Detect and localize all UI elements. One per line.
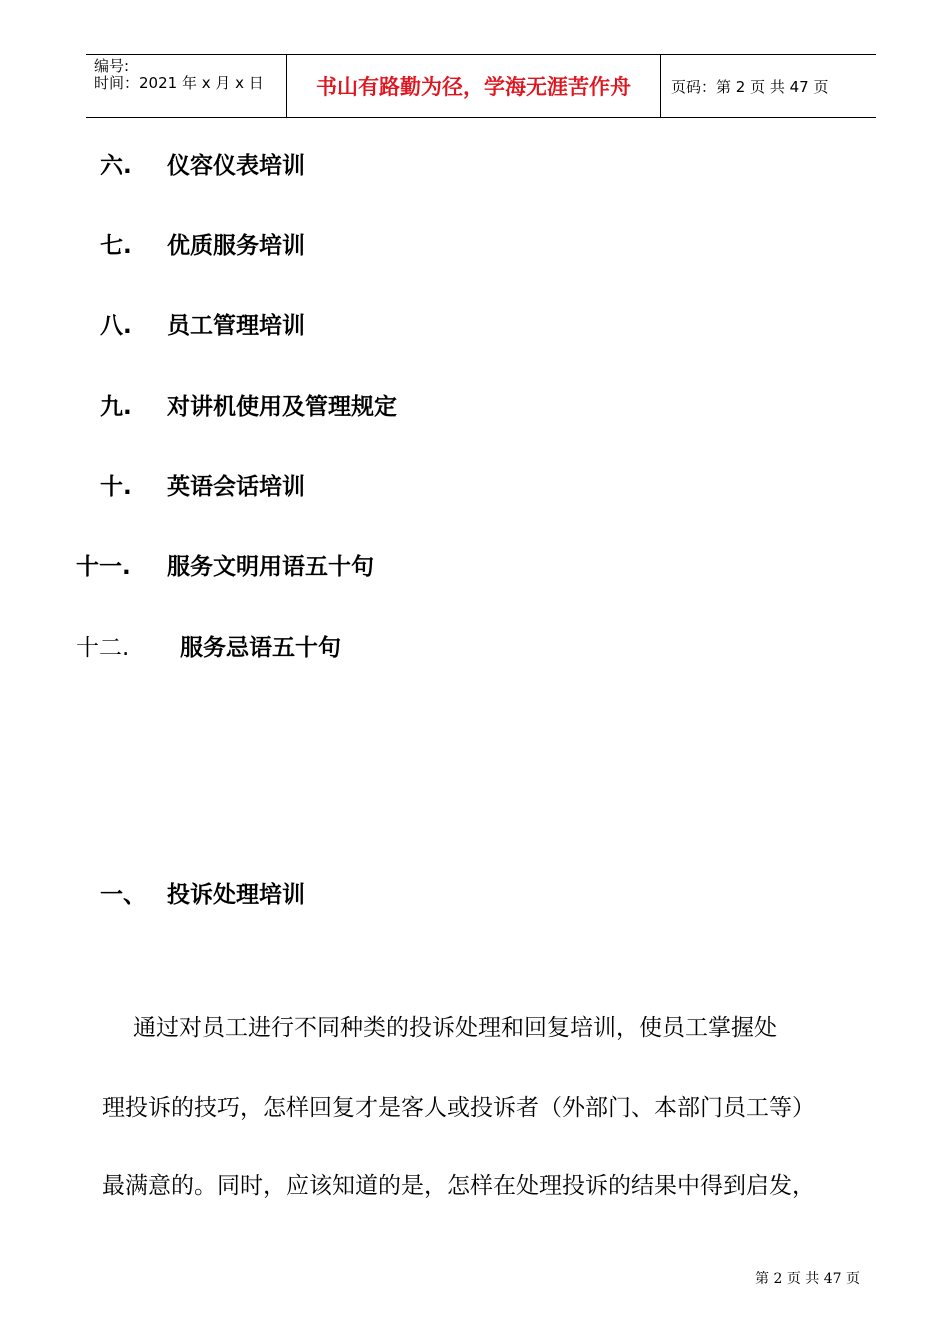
toc-number: 十一. [76, 554, 131, 580]
paragraph-line: 通过对员工进行不同种类的投诉处理和回复培训，使员工掌握处 [133, 1015, 777, 1041]
header-page-info: 页码：第 2 页 共 47 页 [671, 77, 829, 96]
section-number: 一、 [100, 882, 146, 908]
document-number-label: 编号: [94, 57, 130, 75]
toc-number: 八. [100, 313, 132, 339]
toc-title: 仪容仪表培训 [167, 153, 305, 179]
page-header [86, 54, 876, 118]
document-time-label: 时间：2021 年 x 月 x 日 [94, 74, 264, 92]
toc-title: 对讲机使用及管理规定 [167, 394, 397, 420]
toc-title: 员工管理培训 [167, 313, 305, 339]
toc-title: 服务文明用语五十句 [167, 554, 374, 580]
toc-number: 十. [100, 474, 132, 500]
page-footer: 第 2 页 共 47 页 [755, 1271, 860, 1287]
header-motto: 书山有路勤为径，学海无涯苦作舟 [316, 75, 631, 99]
section-title: 投诉处理培训 [167, 882, 305, 908]
header-meta [86, 55, 286, 117]
toc-title: 优质服务培训 [167, 233, 305, 259]
toc-number: 十二. [76, 635, 130, 661]
toc-number: 七. [100, 233, 132, 259]
header-divider [660, 55, 661, 117]
paragraph-line: 最满意的。同时，应该知道的是，怎样在处理投诉的结果中得到启发， [102, 1173, 815, 1199]
toc-title: 服务忌语五十句 [180, 635, 341, 661]
paragraph-line: 理投诉的技巧，怎样回复才是客人或投诉者（外部门、本部门员工等） [102, 1095, 815, 1121]
toc-title: 英语会话培训 [167, 474, 305, 500]
toc-number: 六. [100, 153, 132, 179]
toc-number: 九. [100, 394, 132, 420]
